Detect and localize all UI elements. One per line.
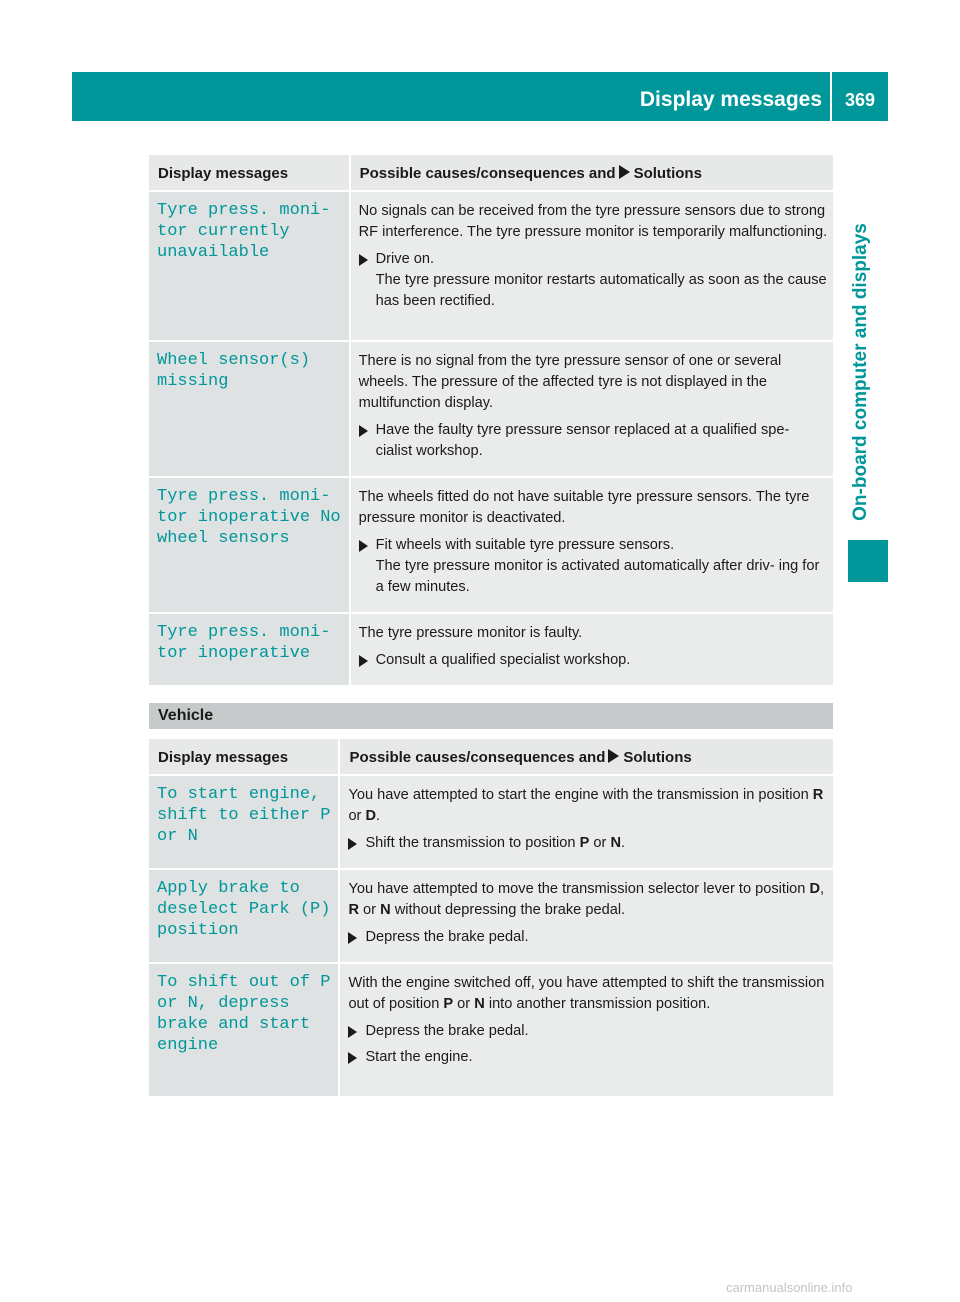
step-arrow-icon (359, 655, 368, 667)
table-header-row (149, 739, 833, 776)
table-row (149, 870, 833, 964)
step-arrow-icon (348, 1052, 357, 1064)
table-row (149, 478, 833, 614)
solution-step: Shift the transmission to position P or N. (348, 833, 829, 854)
table-row (149, 192, 833, 342)
step-arrow-icon (359, 254, 368, 266)
step-arrow-icon (359, 540, 368, 552)
side-tab-marker (848, 540, 888, 582)
table-row (149, 342, 833, 478)
table-row (149, 614, 833, 687)
step-arrow-icon (359, 425, 368, 437)
solution-step: Depress the brake pedal. (348, 1021, 829, 1042)
display-message: Apply brake to deselect Park (P) position (149, 870, 340, 964)
solution-step: Fit wheels with suitable tyre pressure sensors. The tyre pressure monitor is activated automatically after driv‐ ing for a few minutes. (359, 535, 829, 598)
message-description: The tyre pressure monitor is faulty. Consult a qualified specialist workshop. (351, 614, 833, 687)
footer-watermark: carmanualsonline.info (726, 1280, 853, 1295)
table-row (149, 964, 833, 1098)
page-number: 369 (844, 90, 876, 110)
step-arrow-icon (348, 838, 357, 850)
table-row (149, 776, 833, 870)
display-message: Tyre press. moni‐ tor inoperative (149, 614, 351, 687)
col-display-messages: Display messages (149, 739, 340, 776)
message-description: With the engine switched off, you have attempted to shift the transmission out of position P or N into another transmission position. Depress the brake pedal. Start the engine. (340, 964, 833, 1098)
vehicle-table (149, 739, 833, 1098)
header-title: Display messages (639, 88, 822, 111)
side-tab (847, 172, 875, 572)
table-header-row (149, 155, 833, 192)
side-tab-label: On-board computer and displays (850, 223, 871, 521)
col-display-messages: Display messages (149, 155, 351, 192)
solution-step: Have the faulty tyre pressure sensor replaced at a qualified spe‐ cialist workshop. (359, 420, 829, 462)
message-description: The wheels fitted do not have suitable tyre pressure sensors. The tyre pressure monitor is deactivated. Fit wheels with suitable tyre pressure sensors. The tyre pressure monitor is activated automatically after driv‐ ing for a few minutes. (351, 478, 833, 614)
arrow-right-icon (608, 749, 619, 763)
message-description: You have attempted to start the engine with the transmission in position R or D. Shift the transmission to position P or N. (340, 776, 833, 870)
section-title-vehicle: Vehicle (149, 703, 833, 729)
solution-step: Depress the brake pedal. (348, 927, 829, 948)
arrow-right-icon (619, 165, 630, 179)
step-arrow-icon (348, 932, 357, 944)
col-causes-solutions: Possible causes/consequences and Solutions (340, 739, 833, 776)
col-causes-solutions: Possible causes/consequences and Solutions (351, 155, 833, 192)
step-arrow-icon (348, 1026, 357, 1038)
solution-step: Consult a qualified specialist workshop. (359, 650, 829, 671)
display-message: To shift out of P or N, depress brake and start engine (149, 964, 340, 1098)
solution-step: Start the engine. (348, 1047, 829, 1068)
display-message: Tyre press. moni‐ tor inoperative No wheel sensors (149, 478, 351, 614)
page-header (72, 72, 888, 121)
tyre-pressure-table (149, 155, 833, 687)
message-description: You have attempted to move the transmission selector lever to position D, R or N without depressing the brake pedal. Depress the brake pedal. (340, 870, 833, 964)
display-message: To start engine, shift to either P or N (149, 776, 340, 870)
message-description: No signals can be received from the tyre pressure sensors due to strong RF interference. The tyre pressure monitor is temporarily malfunctioning. Drive on. The tyre pressure monitor restarts automatically as soon as the cause has been rectified. (351, 192, 833, 342)
solution-step: Drive on. The tyre pressure monitor restarts automatically as soon as the cause has been rectified. (359, 249, 829, 312)
display-message: Wheel sensor(s) missing (149, 342, 351, 478)
display-message: Tyre press. moni‐ tor currently unavailable (149, 192, 351, 342)
message-description: There is no signal from the tyre pressure sensor of one or several wheels. The pressure of the affected tyre is not displayed in the multifunction display. Have the faulty tyre pressure sensor replaced at a qualified spe‐ cialist workshop. (351, 342, 833, 478)
